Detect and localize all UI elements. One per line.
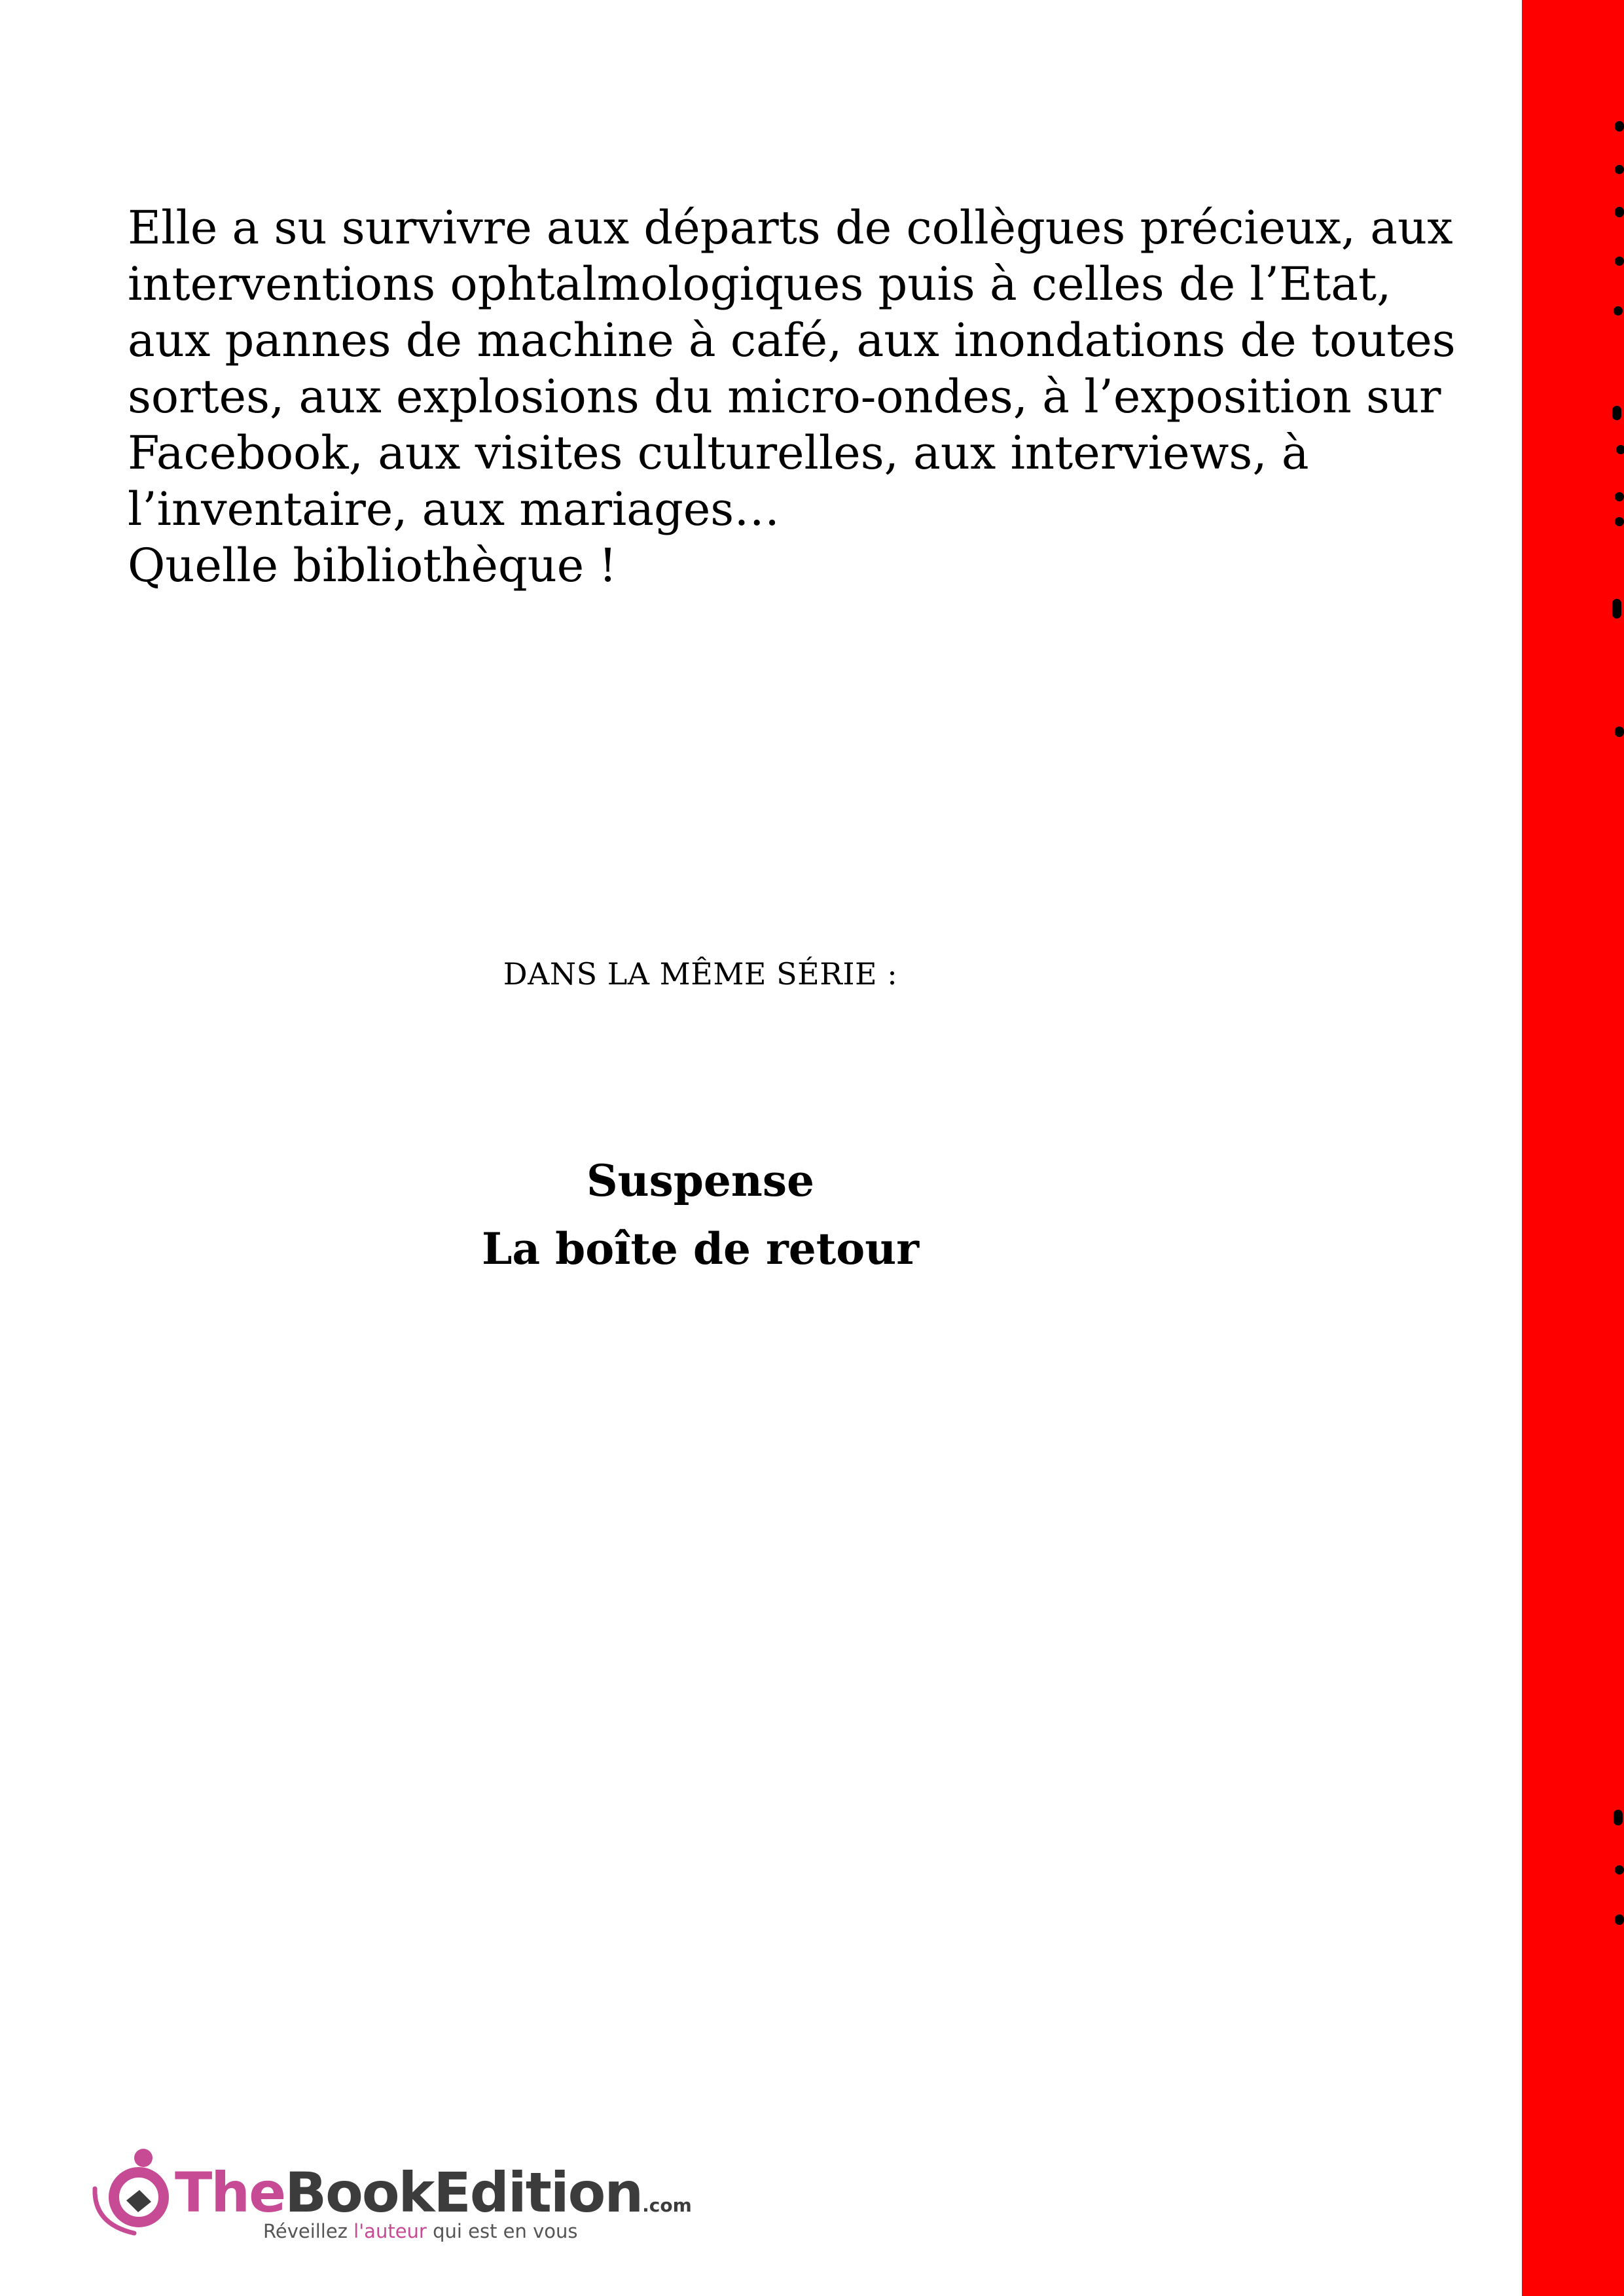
- spine-text-fragment: [1614, 1810, 1623, 1825]
- tagline-end: qui est en vous: [426, 2220, 578, 2242]
- series-heading: DANS LA MÊME SÉRIE :: [503, 956, 898, 992]
- blurb-line: l’inventaire, aux mariages…: [128, 482, 780, 536]
- publisher-name-the: The: [175, 2161, 285, 2225]
- spine-text-fragment: [1615, 1914, 1624, 1925]
- back-cover-blurb: [128, 200, 1456, 594]
- publisher-person-icon: [88, 2147, 173, 2238]
- spine-text-fragment: [1615, 726, 1624, 737]
- tagline-highlight: l'auteur: [353, 2220, 427, 2242]
- spine-text-fragment: [1615, 257, 1624, 266]
- spine-text-fragment: [1615, 492, 1624, 501]
- red-spine-strip: [1522, 0, 1624, 2296]
- spine-text-fragment: [1615, 121, 1624, 132]
- spine-text-fragment: [1615, 1865, 1624, 1874]
- spine-text-fragment: [1612, 406, 1621, 420]
- blurb-line: Facebook, aux visites culturelles, aux interviews, à: [128, 426, 1309, 480]
- blurb-line: aux pannes de machine à café, aux inondations de toutes: [128, 314, 1456, 367]
- spine-text-fragment: [1614, 306, 1623, 315]
- spine-text-fragment: [1615, 207, 1624, 217]
- spine-text-fragment: [1615, 165, 1624, 174]
- series-title: La boîte de retour: [482, 1223, 919, 1274]
- publisher-logo: [88, 2147, 692, 2242]
- spine-text-fragment: [1615, 517, 1624, 526]
- publisher-tagline: [263, 2220, 578, 2242]
- spine-text-fragment: [1612, 599, 1621, 619]
- publisher-name-bookedition: BookEdition: [285, 2161, 643, 2225]
- blurb-line: Quelle bibliothèque !: [128, 539, 617, 592]
- blurb-line: interventions ophtalmologiques puis à celles de l’Etat,: [128, 257, 1392, 311]
- tagline-start: Réveillez: [263, 2220, 354, 2242]
- series-title-list: [0, 1147, 1401, 1283]
- blurb-line: Elle a su survivre aux départs de collègues précieux, aux: [128, 201, 1453, 255]
- blurb-line: sortes, aux explosions du micro-ondes, à l’exposition sur: [128, 370, 1441, 423]
- series-title: Suspense: [586, 1155, 815, 1206]
- spine-text-fragment: [1616, 445, 1624, 454]
- publisher-name-suffix: .com: [642, 2195, 692, 2216]
